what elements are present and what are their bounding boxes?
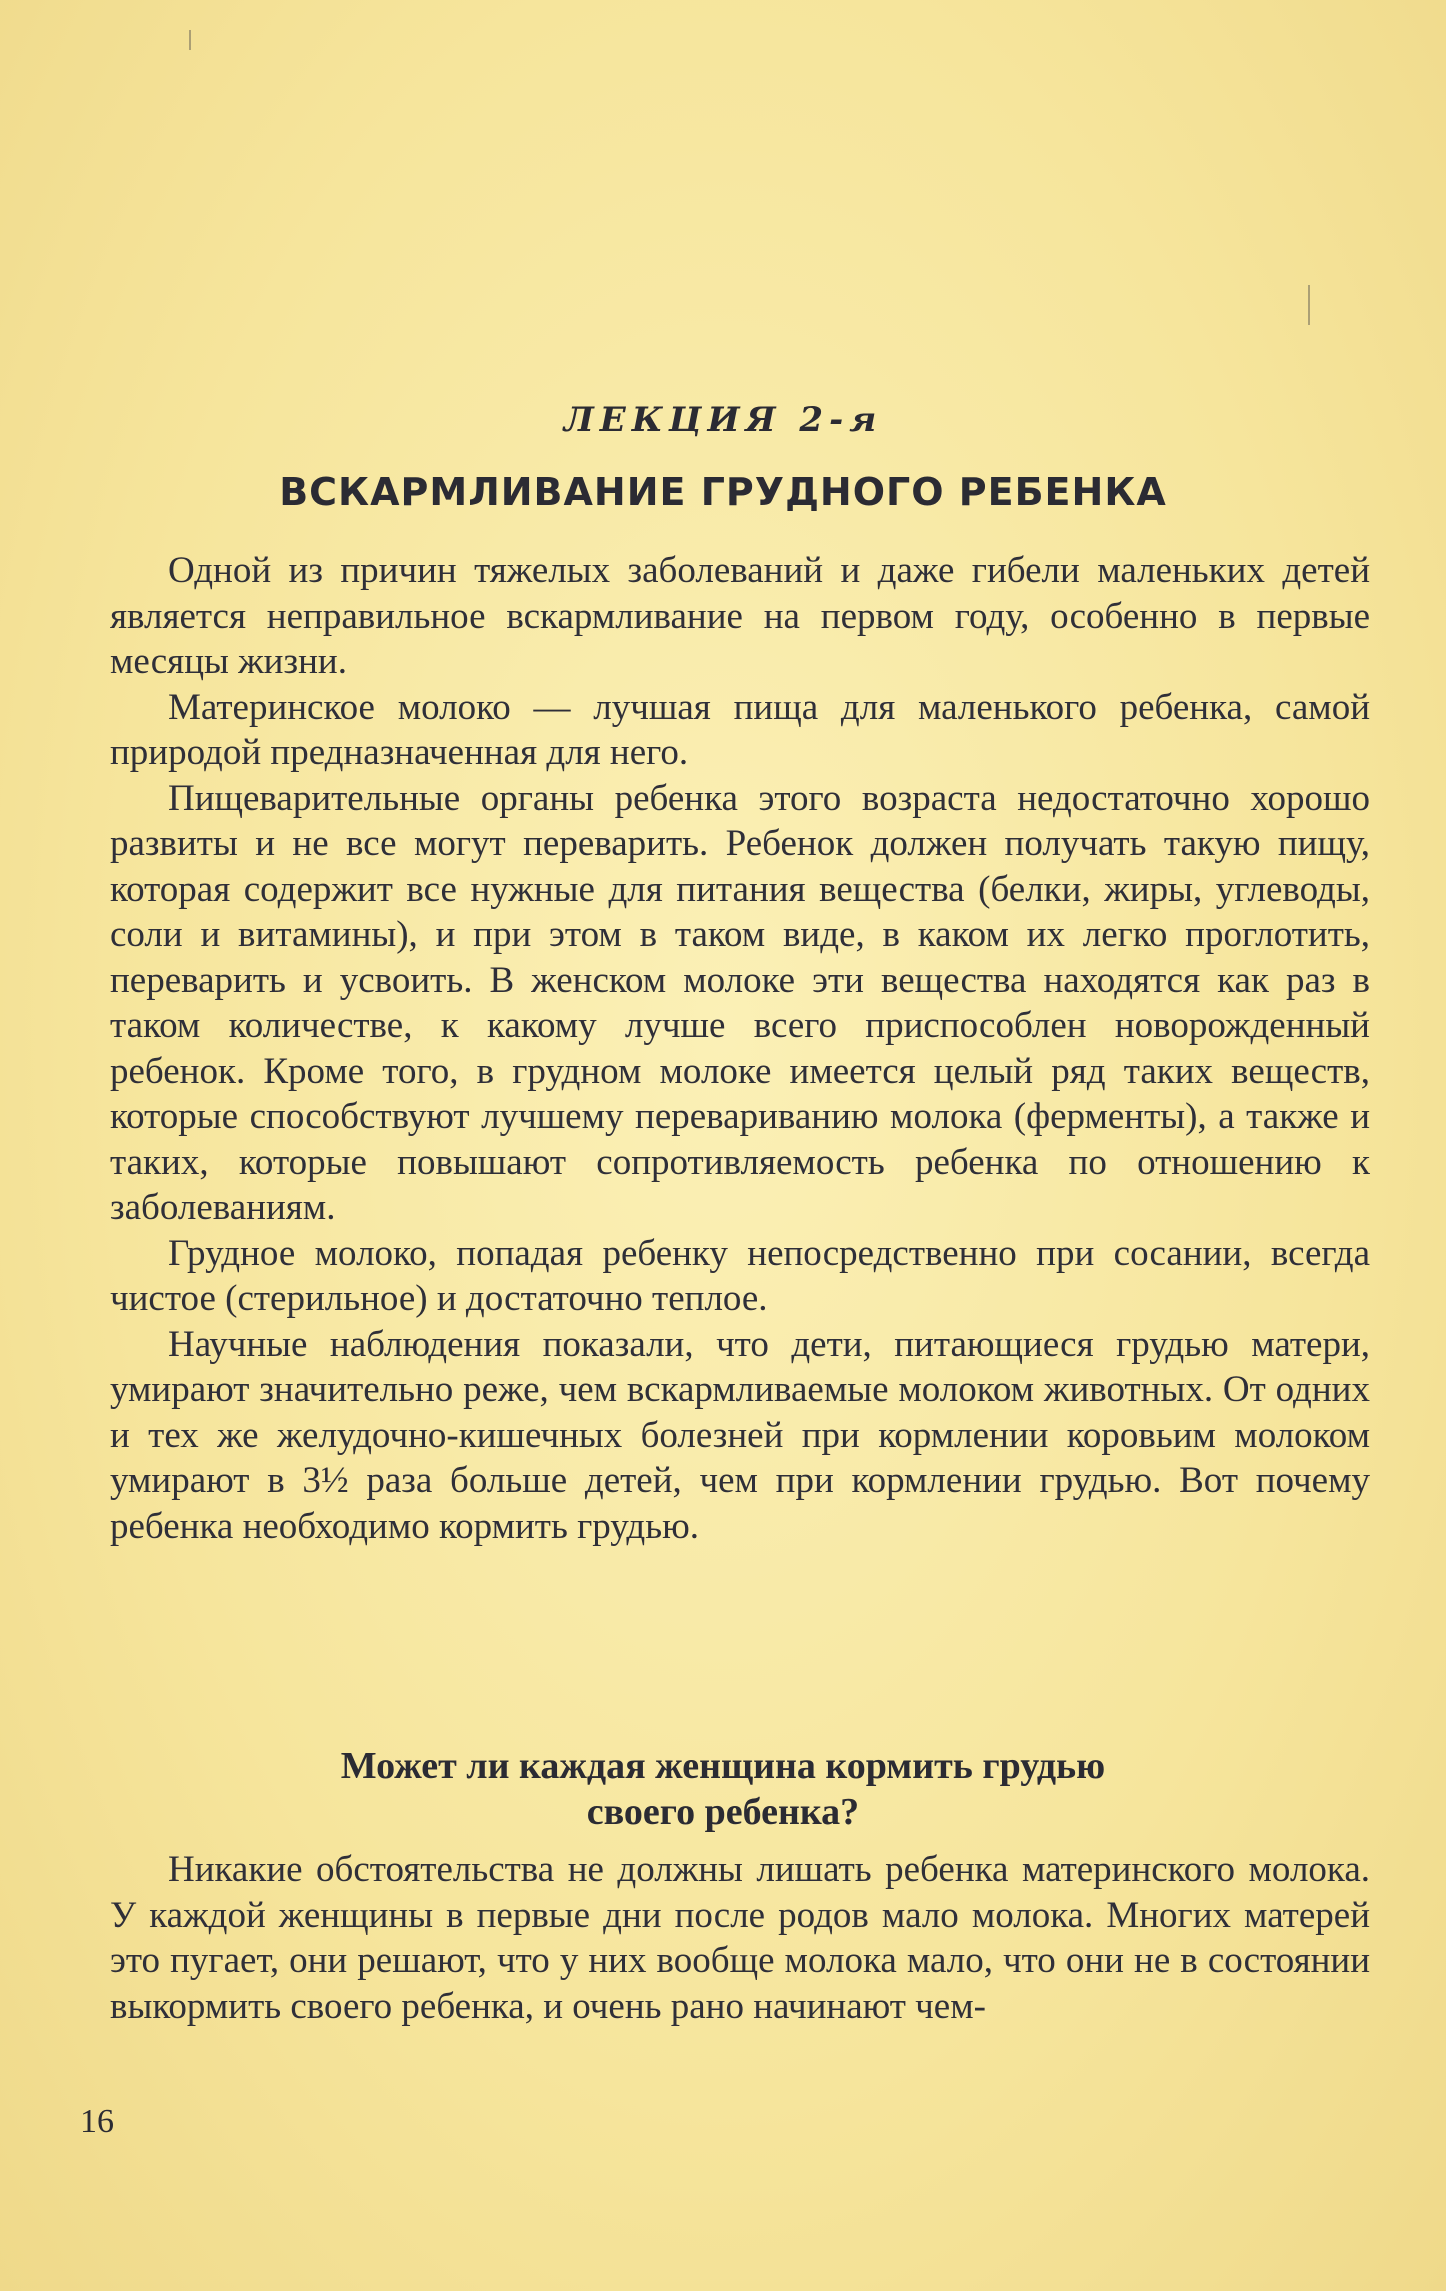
main-text	[110, 548, 1370, 1549]
print-speck	[1308, 285, 1310, 325]
paragraph: Никакие обстоятельства не должны лишать ребенка материнского молока. У каждой женщины в первые дни после родов мало молока. Многих матерей это пугает, они решают, что у них вообще молока мало, что они не в состоянии выкормить своего ребенка, и очень рано начинают чем-	[110, 1849, 1370, 2027]
chapter-title: ВСКАРМЛИВАНИЕ ГРУДНОГО РЕБЕНКА	[279, 470, 1167, 514]
paragraph: Научные наблюдения показали, что дети, питающиеся грудью матери, умирают значительно реже, чем вскармливаемые молоком животных. От одних и тех же желудочно-кишечных болезней при кормлении коровьим молоком умирают в 3½ раза больше детей, чем при кормлении грудью. Вот почему ребенка необходимо кормить грудью.	[110, 1323, 1370, 1547]
lecture-label: ЛЕКЦИЯ 2-я	[563, 400, 883, 440]
section-heading-line: своего ребенка?	[586, 1791, 860, 1833]
page-number: 16	[80, 2103, 114, 2140]
section-heading-line: Может ли каждая женщина кормить грудью	[340, 1745, 1106, 1787]
paragraph: Грудное молоко, попадая ребенку непосредственно при сосании, всегда чистое (стерильное) и достаточно теплое.	[110, 1232, 1370, 1319]
paragraph: Одной из причин тяжелых заболеваний и даже гибели маленьких детей является неправильное вскармливание на первом году, особенно в первые месяцы жизни.	[110, 550, 1370, 682]
print-speck	[189, 30, 191, 50]
paragraph: Материнское молоко — лучшая пища для маленького ребенка, самой природой предназначенная для него.	[110, 686, 1370, 773]
section-text	[110, 1847, 1370, 2029]
section-heading	[0, 1743, 1446, 1835]
paragraph: Пищеварительные органы ребенка этого возраста недостаточно хорошо развиты и не все могут переварить. Ребенок должен получать такую пищу, которая содержит все нужные для питания вещества (белки, жиры, углеводы, соли и витамины), и при этом в таком виде, в каком их легко проглотить, переварить и усвоить. В женском молоке эти вещества находятся как раз в таком количестве, к какому лучше всего приспособлен новорожденный ребенок. Кроме того, в грудном молоке имеется целый ряд таких веществ, которые способствуют лучшему перевариванию молока (ферменты), а также и таких, которые повышают сопротивляемость ребенка по отношению к заболеваниям.	[110, 777, 1370, 1228]
